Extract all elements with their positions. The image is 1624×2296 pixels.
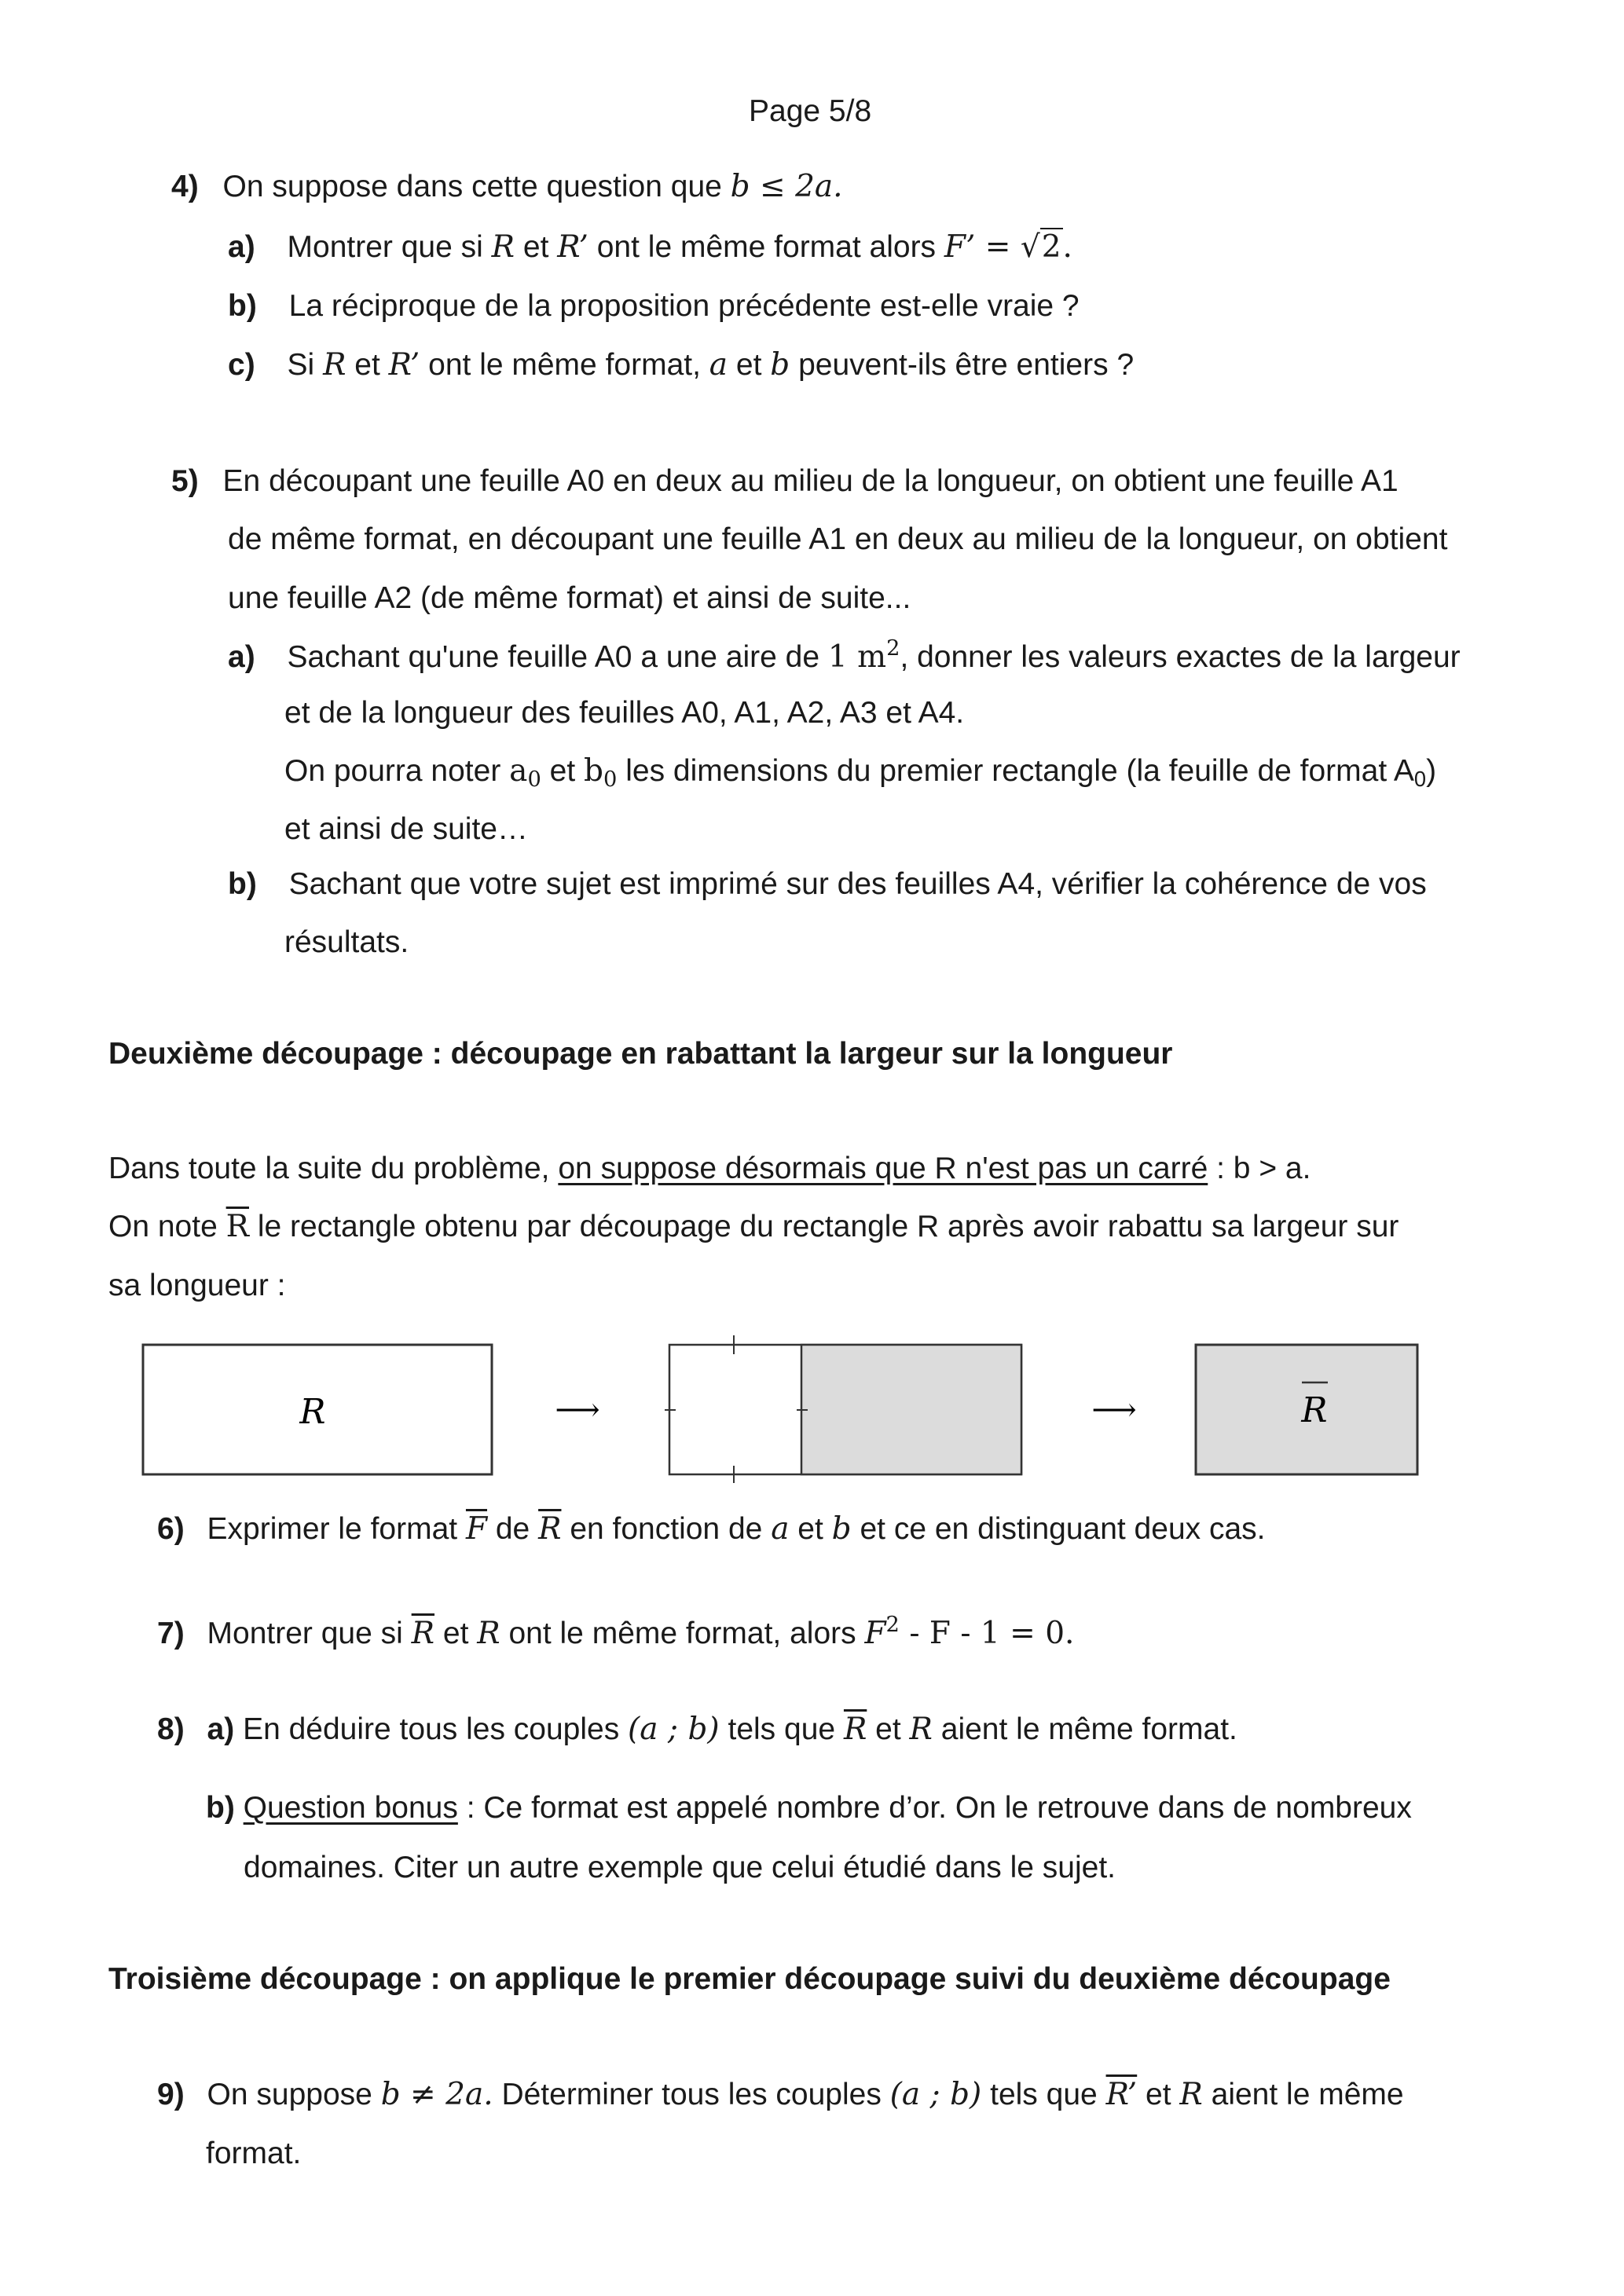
math-var: F’: [944, 229, 976, 265]
question-text: En découpant une feuille A0 en deux au milieu de la longueur, on obtient une feuille A1: [222, 464, 1399, 498]
question-text: et: [549, 754, 576, 788]
paragraph-text: On note: [108, 1210, 218, 1243]
question-text: et: [735, 348, 762, 382]
punctuation: ): [1426, 754, 1437, 788]
question-text: ont le même format,: [428, 348, 701, 382]
math-var: R: [909, 1712, 933, 1747]
math-var: R: [1179, 2077, 1203, 2112]
question-text: On pourra noter: [284, 754, 501, 788]
arrow-icon: ⟶: [555, 1392, 600, 1428]
sqrt-argument: 2: [1041, 229, 1061, 265]
question-text: en fonction de: [570, 1512, 763, 1546]
question-text: et de la longueur des feuilles A0, A1, A2, A3 et A4.: [284, 696, 965, 730]
question-text: Sachant que votre sujet est imprimé sur des feuilles A4, vérifier la cohérence de vos: [288, 867, 1427, 901]
question-7: [157, 1614, 1074, 1649]
question-text: une feuille A2 (de même format) et ainsi de suite...: [228, 581, 911, 615]
question-text: et ainsi de suite…: [284, 812, 529, 846]
paragraph-text: le rectangle obtenu par découpage du rectangle R après avoir rabattu sa largeur sur: [257, 1210, 1399, 1243]
underlined-text: on suppose désormais que R n'est pas un carré: [558, 1152, 1208, 1185]
question-text: ont le même format, alors: [508, 1617, 856, 1650]
math-var-bar: $\overline{F}$: [465, 1511, 488, 1547]
math-var: a: [709, 347, 728, 383]
subquestion-label: a): [228, 640, 255, 674]
math-var-bar: R’: [1105, 2077, 1138, 2112]
subquestion-label: c): [228, 348, 255, 382]
math-expression: b ≤ 2a.: [730, 169, 843, 204]
question-text: domaines. Citer un autre exemple que celui étudié dans le sujet.: [244, 1851, 1116, 1884]
math-var-bar: $\overline{R}$: [538, 1511, 562, 1547]
math-var: R’: [388, 347, 420, 383]
question-6: [157, 1511, 1266, 1547]
sqrt-sign: √: [1020, 229, 1040, 265]
punctuation: .: [1062, 229, 1072, 265]
question-text: Exprimer le format: [207, 1512, 458, 1546]
math-var-bar: $\overline{R}$: [843, 1712, 867, 1747]
math-var: R: [477, 1616, 500, 1651]
math-pair: (a ; b): [628, 1712, 720, 1747]
question-text: résultats.: [284, 925, 409, 959]
question-text: tels que: [728, 1712, 836, 1746]
math-expression: b ≠ 2a.: [380, 2077, 493, 2112]
question-8b-line-1: [206, 1792, 1412, 1823]
equation: $F^2 - F - 1 = 0$.: [864, 1613, 1075, 1651]
subquestion-label: b): [206, 1791, 235, 1825]
question-9-line-1: [157, 2079, 1404, 2110]
question-text: Si: [287, 348, 315, 382]
math-var: $a_0$: [509, 753, 541, 792]
question-text: et: [354, 348, 380, 382]
question-number: 7): [157, 1617, 185, 1650]
area-value: 1 $m^2$: [827, 636, 900, 675]
math-var: R’: [557, 229, 588, 265]
subquestion-label: b): [228, 867, 257, 901]
question-text: les dimensions du premier rectangle (la feuille de format A: [625, 754, 1414, 788]
question-text: format.: [206, 2137, 302, 2170]
question-text: aient le même: [1211, 2078, 1404, 2111]
question-text: et ce en distinguant deux cas.: [860, 1512, 1266, 1546]
question-text: et: [797, 1512, 823, 1546]
question-text: : Ce format est appelé nombre d’or. On le retrouve dans de nombreux: [466, 1791, 1412, 1825]
label-Rbar: R: [1301, 1390, 1328, 1430]
question-number: 9): [157, 2078, 185, 2111]
subquestion-label: a): [207, 1712, 235, 1746]
math-var: $b_0$: [584, 753, 618, 792]
question-text: On suppose dans cette question que: [222, 170, 722, 203]
question-text: de: [495, 1512, 530, 1546]
question-number: 8): [157, 1712, 185, 1746]
question-text: Montrer que si: [207, 1617, 403, 1650]
underlined-text: Question bonus: [243, 1791, 458, 1825]
math-var: R: [491, 229, 515, 265]
math-equals: =: [975, 229, 1021, 265]
question-text: et: [875, 1712, 901, 1746]
arrow-icon: ⟶: [1091, 1392, 1137, 1428]
question-number: 5): [171, 464, 199, 498]
question-text: , donner les valeurs exactes de la largeur: [900, 640, 1461, 674]
math-var: a: [771, 1511, 790, 1547]
question-text: En déduire tous les couples: [243, 1712, 620, 1746]
question-text: et: [522, 230, 549, 264]
question-text: peuvent-ils être entiers ?: [798, 348, 1135, 382]
question-text: tels que: [990, 2078, 1098, 2111]
question-number: 6): [157, 1512, 185, 1546]
math-pair: (a ; b): [889, 2077, 982, 2112]
question-text: On suppose: [207, 2078, 372, 2111]
question-text: ont le même format alors: [596, 230, 937, 264]
math-var: b: [770, 347, 790, 383]
math-var: b: [831, 1511, 852, 1547]
question-8a: [157, 1714, 1237, 1745]
question-text: et: [442, 1617, 469, 1650]
question-text: et: [1146, 2078, 1171, 2111]
question-text: de même format, en découpant une feuille A1 en deux au milieu de la longueur, on obtient: [228, 522, 1448, 556]
question-text: Montrer que si: [287, 230, 483, 264]
section-heading: Deuxième découpage : découpage en rabattant la largeur sur la longueur: [108, 1037, 1173, 1071]
subquestion-label: a): [228, 230, 255, 264]
paragraph-text: : b > a.: [1216, 1152, 1311, 1185]
subquestion-label: b): [228, 289, 257, 323]
question-text: La réciproque de la proposition précédente est-elle vraie ?: [288, 289, 1080, 323]
question-text: Sachant qu'une feuille A0 a une aire de: [287, 640, 820, 674]
math-var: R: [323, 347, 346, 383]
question-number: 4): [171, 170, 199, 203]
paragraph-text: Dans toute la suite du problème,: [108, 1152, 550, 1185]
subscript: 0: [1413, 766, 1427, 791]
page-number: Page 5/8: [749, 94, 872, 128]
section-heading: Troisième découpage : on applique le premier découpage suivi du deuxième découpage: [108, 1962, 1391, 1996]
question-text: Déterminer tous les couples: [501, 2078, 882, 2111]
math-var-bar: $\overline{R}$: [225, 1209, 249, 1244]
math-var-bar: $\overline{R}$: [411, 1616, 435, 1651]
paragraph-text: sa longueur :: [108, 1269, 286, 1302]
label-R: R: [299, 1392, 326, 1432]
question-text: aient le même format.: [940, 1712, 1237, 1746]
remaining-part: [801, 1345, 1021, 1474]
